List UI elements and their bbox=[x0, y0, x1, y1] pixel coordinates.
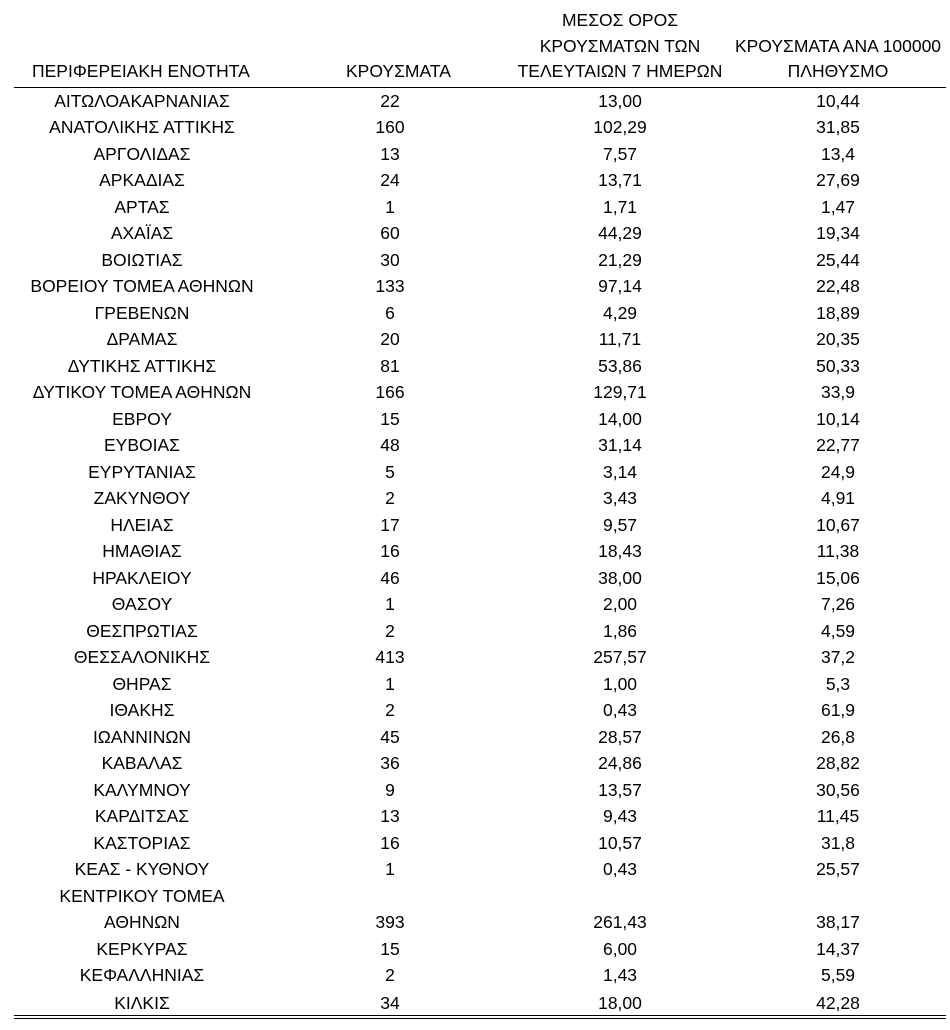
cases-per-100000-cell: 7,26 bbox=[820, 594, 856, 614]
cases-cell: 1 bbox=[385, 594, 395, 614]
table-row bbox=[14, 379, 946, 406]
cases-per-100000-cell: 50,33 bbox=[816, 355, 860, 376]
header-7day-average: ΜΕΣΟΣ ΟΡΟΣ ΚΡΟΥΣΜΑΤΩΝ ΤΩΝ ΤΕΛΕΥΤΑΙΩΝ 7 ΗΜΕΡΩΝ bbox=[510, 8, 730, 87]
seven-day-average-cell: 97,14 bbox=[598, 276, 642, 296]
cases-cell: 45 bbox=[380, 726, 400, 747]
cases-per-100000-cell: 4,91 bbox=[820, 488, 856, 508]
seven-day-average-cell: 0,43 bbox=[602, 700, 638, 720]
header-cases: ΚΡΟΥΣΜΑΤΑ bbox=[270, 8, 510, 87]
table-row bbox=[14, 538, 946, 565]
cases-per-100000-cell: 19,34 bbox=[816, 223, 860, 243]
region-name-cell: ΗΡΑΚΛΕΙΟΥ bbox=[92, 567, 192, 588]
seven-day-average-cell: 1,00 bbox=[602, 673, 638, 694]
table-row bbox=[14, 750, 946, 777]
region-name-cell: ΘΗΡΑΣ bbox=[112, 673, 172, 694]
region-name-cell: ΚΕΝΤΡΙΚΟΥ ΤΟΜΕΑ ΑΘΗΝΩΝ bbox=[59, 885, 225, 932]
cases-cell: 1 bbox=[385, 673, 395, 694]
seven-day-average-cell: 9,57 bbox=[602, 514, 638, 535]
region-name-cell: ΙΘΑΚΗΣ bbox=[109, 700, 175, 720]
region-name-cell: ΚΙΛΚΙΣ bbox=[14, 989, 270, 1018]
seven-day-average-cell: 0,43 bbox=[602, 859, 638, 879]
cases-per-100000-cell: 31,85 bbox=[816, 117, 860, 137]
cases-per-100000-cell: 5,3 bbox=[825, 673, 851, 694]
seven-day-average-cell: 257,57 bbox=[593, 647, 647, 667]
region-name-cell: ΕΥΡΥΤΑΝΙΑΣ bbox=[88, 461, 196, 482]
cases-per-100000-cell: 33,9 bbox=[820, 382, 856, 402]
cases-per-100000-cell: 27,69 bbox=[816, 170, 860, 190]
table-row bbox=[14, 326, 946, 353]
cases-cell: 2 bbox=[385, 620, 395, 641]
cases-cell: 24 bbox=[380, 170, 400, 190]
table-row bbox=[14, 565, 946, 592]
cases-per-100000-cell: 20,35 bbox=[816, 329, 860, 349]
seven-day-average-cell: 11,71 bbox=[598, 329, 642, 349]
region-name-cell: ΕΥΒΟΙΑΣ bbox=[104, 435, 180, 455]
cases-per-100000-cell: 30,56 bbox=[816, 779, 860, 800]
cases-per-100000-cell: 18,89 bbox=[816, 302, 860, 323]
table-row bbox=[14, 432, 946, 459]
cases-cell: 1 bbox=[385, 196, 395, 217]
table-row bbox=[14, 697, 946, 724]
seven-day-average-cell: 18,00 bbox=[510, 989, 730, 1018]
table-row bbox=[14, 803, 946, 830]
cases-per-100000-cell: 5,59 bbox=[820, 965, 856, 985]
cases-per-100000-cell: 10,14 bbox=[816, 408, 860, 429]
table-row bbox=[14, 141, 946, 168]
cases-cell: 15 bbox=[380, 938, 400, 959]
table-row bbox=[14, 273, 946, 300]
cases-cell: 2 bbox=[385, 965, 395, 985]
cases-per-100000-cell: 15,06 bbox=[816, 567, 860, 588]
cases-cell: 413 bbox=[375, 647, 405, 667]
cases-cell: 13 bbox=[380, 143, 400, 164]
table-row bbox=[14, 167, 946, 194]
table-row bbox=[14, 830, 946, 857]
region-name-cell: ΚΑΣΤΟΡΙΑΣ bbox=[93, 832, 191, 853]
cases-per-100000-cell: 24,9 bbox=[820, 461, 856, 482]
cases-cell: 34 bbox=[270, 989, 510, 1018]
header-row bbox=[14, 8, 946, 87]
region-name-cell: ΙΩΑΝΝΙΝΩΝ bbox=[92, 726, 192, 747]
seven-day-average-cell: 1,86 bbox=[602, 620, 638, 641]
cases-per-100000-cell: 4,59 bbox=[820, 620, 856, 641]
cases-per-100000-cell: 22,48 bbox=[816, 276, 860, 296]
region-name-cell: ΒΟΙΩΤΙΑΣ bbox=[101, 249, 183, 270]
cases-cell: 13 bbox=[380, 806, 400, 826]
region-name-cell: ΑΡΤΑΣ bbox=[114, 196, 170, 217]
cases-per-100000-cell: 11,38 bbox=[816, 541, 860, 561]
cases-per-100000-cell: 61,9 bbox=[820, 700, 856, 720]
seven-day-average-cell: 24,86 bbox=[598, 753, 642, 773]
region-name-cell: ΚΑΛΥΜΝΟΥ bbox=[93, 779, 191, 800]
cases-per-100000-cell: 25,57 bbox=[816, 859, 860, 879]
cases-cell: 48 bbox=[380, 435, 400, 455]
table-row bbox=[14, 989, 946, 1018]
region-name-cell: ΔΡΑΜΑΣ bbox=[106, 329, 178, 349]
seven-day-average-cell: 6,00 bbox=[602, 938, 638, 959]
cases-per-100000-cell: 37,2 bbox=[820, 647, 856, 667]
seven-day-average-cell: 3,43 bbox=[602, 488, 638, 508]
cases-cell: 15 bbox=[380, 408, 400, 429]
region-name-cell: ΒΟΡΕΙΟΥ ΤΟΜΕΑ ΑΘΗΝΩΝ bbox=[30, 276, 254, 296]
seven-day-average-cell: 7,57 bbox=[602, 143, 638, 164]
region-name-cell: ΘΑΣΟΥ bbox=[111, 594, 173, 614]
cases-cell: 17 bbox=[380, 514, 400, 535]
seven-day-average-cell: 10,57 bbox=[598, 832, 642, 853]
table-row bbox=[14, 618, 946, 645]
region-name-cell: ΘΕΣΠΡΩΤΙΑΣ bbox=[86, 620, 198, 641]
cases-per-100000-cell: 25,44 bbox=[816, 249, 860, 270]
seven-day-average-cell: 28,57 bbox=[598, 726, 642, 747]
cases-per-100000-cell: 13,4 bbox=[820, 143, 856, 164]
region-name-cell: ΑΡΚΑΔΙΑΣ bbox=[99, 170, 185, 190]
region-name-cell: ΚΑΡΔΙΤΣΑΣ bbox=[94, 806, 190, 826]
cases-per-100000-cell: 14,37 bbox=[816, 938, 860, 959]
region-name-cell: ΚΑΒΑΛΑΣ bbox=[101, 753, 183, 773]
table-row bbox=[14, 777, 946, 804]
table-row bbox=[14, 591, 946, 618]
cases-per-100000-cell: 28,82 bbox=[816, 753, 860, 773]
table-header bbox=[14, 8, 946, 87]
table-row bbox=[14, 87, 946, 114]
cases-cell: 2 bbox=[385, 488, 395, 508]
seven-day-average-cell: 31,14 bbox=[598, 435, 642, 455]
seven-day-average-cell: 14,00 bbox=[598, 408, 642, 429]
region-name-cell: ΑΡΓΟΛΙΔΑΣ bbox=[93, 143, 191, 164]
table-row bbox=[14, 512, 946, 539]
region-name-cell: ΗΛΕΙΑΣ bbox=[110, 514, 174, 535]
cases-cell: 1 bbox=[385, 859, 395, 879]
table-row bbox=[14, 671, 946, 698]
table-row bbox=[14, 353, 946, 380]
seven-day-average-cell: 102,29 bbox=[593, 117, 647, 137]
table-row bbox=[14, 644, 946, 671]
cases-per-100000-cell: 1,47 bbox=[820, 196, 856, 217]
cases-cell: 46 bbox=[380, 567, 400, 588]
table-row bbox=[14, 724, 946, 751]
region-name-cell: ΗΜΑΘΙΑΣ bbox=[102, 541, 182, 561]
seven-day-average-cell: 13,71 bbox=[598, 170, 642, 190]
seven-day-average-cell: 9,43 bbox=[602, 806, 638, 826]
cases-per-100000-cell: 26,8 bbox=[820, 726, 856, 747]
region-name-cell: ΑΝΑΤΟΛΙΚΗΣ ΑΤΤΙΚΗΣ bbox=[49, 117, 235, 137]
cases-cell: 30 bbox=[380, 249, 400, 270]
seven-day-average-cell: 3,14 bbox=[602, 461, 638, 482]
seven-day-average-cell: 261,43 bbox=[593, 912, 647, 932]
region-name-cell: ΑΧΑΪΑΣ bbox=[110, 223, 174, 243]
region-name-cell: ΓΡΕΒΕΝΩΝ bbox=[94, 302, 190, 323]
cases-cell: 5 bbox=[385, 461, 395, 482]
region-name-cell: ΖΑΚΥΝΘΟΥ bbox=[93, 488, 191, 508]
table-row bbox=[14, 247, 946, 274]
region-name-cell: ΚΕΡΚΥΡΑΣ bbox=[96, 938, 188, 959]
cases-cell: 393 bbox=[375, 912, 405, 932]
seven-day-average-cell: 38,00 bbox=[598, 567, 642, 588]
table-row bbox=[14, 856, 946, 883]
seven-day-average-cell: 1,71 bbox=[602, 196, 638, 217]
cases-cell: 16 bbox=[380, 832, 400, 853]
cases-per-100000-cell: 11,45 bbox=[816, 806, 860, 826]
cases-cell: 166 bbox=[375, 382, 405, 402]
seven-day-average-cell: 4,29 bbox=[602, 302, 638, 323]
seven-day-average-cell: 13,00 bbox=[598, 90, 642, 111]
cases-cell: 36 bbox=[380, 753, 400, 773]
cases-cell: 16 bbox=[380, 541, 400, 561]
seven-day-average-cell: 21,29 bbox=[598, 249, 642, 270]
region-name-cell: ΑΙΤΩΛΟΑΚΑΡΝΑΝΙΑΣ bbox=[54, 90, 230, 111]
table-row bbox=[14, 485, 946, 512]
cases-cell: 22 bbox=[380, 90, 400, 111]
cases-cell: 133 bbox=[375, 276, 405, 296]
cases-cell: 6 bbox=[385, 302, 395, 323]
table-row bbox=[14, 300, 946, 327]
seven-day-average-cell: 44,29 bbox=[598, 223, 642, 243]
table-row bbox=[14, 220, 946, 247]
header-cases-per-100000: ΚΡΟΥΣΜΑΤΑ ΑΝΑ 100000 ΠΛΗΘΥΣΜΟ bbox=[730, 8, 946, 87]
seven-day-average-cell: 1,43 bbox=[602, 965, 638, 985]
seven-day-average-cell: 53,86 bbox=[598, 355, 642, 376]
table-row bbox=[14, 114, 946, 141]
table-row bbox=[14, 194, 946, 221]
region-name-cell: ΔΥΤΙΚΗΣ ΑΤΤΙΚΗΣ bbox=[67, 355, 217, 376]
region-name-cell: ΔΥΤΙΚΟΥ ΤΟΜΕΑ ΑΘΗΝΩΝ bbox=[32, 382, 252, 402]
cases-cell: 2 bbox=[385, 700, 395, 720]
table-body bbox=[14, 87, 946, 1017]
cases-cell: 20 bbox=[380, 329, 400, 349]
table-row bbox=[14, 883, 946, 936]
seven-day-average-cell: 18,43 bbox=[598, 541, 642, 561]
cases-cell: 9 bbox=[385, 779, 395, 800]
table-row bbox=[14, 459, 946, 486]
seven-day-average-cell: 13,57 bbox=[598, 779, 642, 800]
region-name-cell: ΘΕΣΣΑΛΟΝΙΚΗΣ bbox=[73, 647, 211, 667]
header-region-unit: ΠΕΡΙΦΕΡΕΙΑΚΗ ΕΝΟΤΗΤΑ bbox=[14, 8, 270, 87]
cases-per-100000-cell: 10,67 bbox=[816, 514, 860, 535]
cases-per-100000-cell: 31,8 bbox=[820, 832, 856, 853]
table-row bbox=[14, 936, 946, 963]
cases-per-100000-cell: 42,28 bbox=[730, 989, 946, 1018]
cases-per-100000-cell: 10,44 bbox=[816, 90, 860, 111]
cases-per-100000-cell: 22,77 bbox=[816, 435, 860, 455]
cases-table bbox=[14, 8, 946, 1019]
cases-cell: 160 bbox=[375, 117, 405, 137]
cases-cell: 81 bbox=[380, 355, 400, 376]
cases-per-100000-cell: 38,17 bbox=[816, 912, 860, 932]
cases-cell: 60 bbox=[380, 223, 400, 243]
seven-day-average-cell: 2,00 bbox=[602, 594, 638, 614]
region-name-cell: ΕΒΡΟΥ bbox=[112, 408, 172, 429]
region-name-cell: ΚΕΑΣ - ΚΥΘΝΟΥ bbox=[74, 859, 210, 879]
region-name-cell: ΚΕΦΑΛΛΗΝΙΑΣ bbox=[79, 965, 205, 985]
seven-day-average-cell: 129,71 bbox=[593, 382, 647, 402]
table-row bbox=[14, 962, 946, 989]
table-row bbox=[14, 406, 946, 433]
